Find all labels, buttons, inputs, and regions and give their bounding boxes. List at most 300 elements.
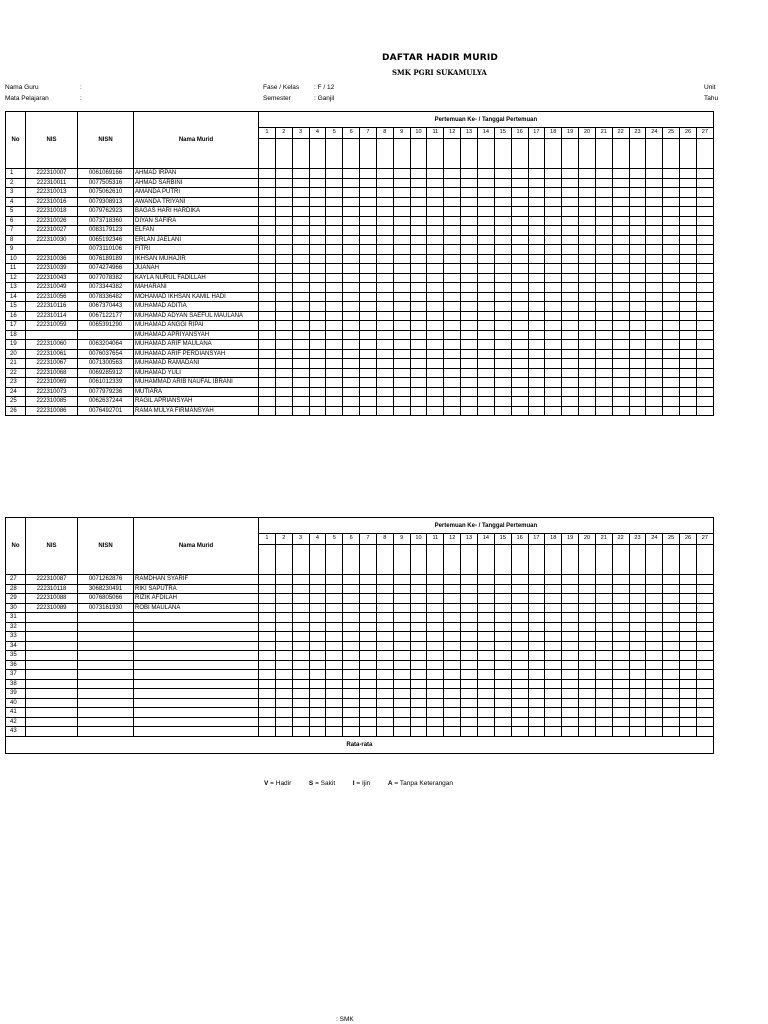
attendance-cell[interactable] [275,622,292,632]
meeting-date-cell[interactable] [376,139,393,169]
attendance-cell[interactable] [562,594,579,604]
attendance-cell[interactable] [393,283,410,293]
attendance-cell[interactable] [360,689,377,699]
attendance-cell[interactable] [511,340,528,350]
meeting-date-cell[interactable] [477,139,494,169]
attendance-cell[interactable] [427,207,444,217]
attendance-cell[interactable] [326,594,343,604]
attendance-cell[interactable] [292,169,309,179]
attendance-cell[interactable] [444,622,461,632]
attendance-cell[interactable] [511,226,528,236]
attendance-cell[interactable] [579,264,596,274]
attendance-cell[interactable] [545,632,562,642]
attendance-cell[interactable] [444,641,461,651]
attendance-cell[interactable] [680,397,697,407]
attendance-cell[interactable] [461,670,478,680]
attendance-cell[interactable] [343,292,360,302]
attendance-cell[interactable] [376,651,393,661]
attendance-cell[interactable] [427,622,444,632]
attendance-cell[interactable] [545,622,562,632]
attendance-cell[interactable] [545,273,562,283]
attendance-cell[interactable] [309,283,326,293]
attendance-cell[interactable] [275,397,292,407]
attendance-cell[interactable] [680,292,697,302]
attendance-cell[interactable] [393,330,410,340]
attendance-cell[interactable] [326,292,343,302]
attendance-cell[interactable] [376,603,393,613]
attendance-cell[interactable] [292,670,309,680]
meeting-date-cell[interactable] [360,545,377,575]
attendance-cell[interactable] [427,717,444,727]
attendance-cell[interactable] [562,292,579,302]
attendance-cell[interactable] [663,603,680,613]
attendance-cell[interactable] [562,406,579,416]
meeting-date-cell[interactable] [275,545,292,575]
attendance-cell[interactable] [663,584,680,594]
attendance-cell[interactable] [494,178,511,188]
attendance-cell[interactable] [595,264,612,274]
meeting-date-cell[interactable] [275,139,292,169]
attendance-cell[interactable] [629,264,646,274]
attendance-cell[interactable] [680,575,697,585]
attendance-cell[interactable] [376,708,393,718]
meeting-date-cell[interactable] [646,139,663,169]
attendance-cell[interactable] [461,397,478,407]
meeting-date-cell[interactable] [696,139,713,169]
attendance-cell[interactable] [562,397,579,407]
attendance-cell[interactable] [663,302,680,312]
attendance-cell[interactable] [275,406,292,416]
attendance-cell[interactable] [477,311,494,321]
attendance-cell[interactable] [343,349,360,359]
attendance-cell[interactable] [444,226,461,236]
attendance-cell[interactable] [545,575,562,585]
attendance-cell[interactable] [410,727,427,737]
attendance-cell[interactable] [326,603,343,613]
attendance-cell[interactable] [579,340,596,350]
attendance-cell[interactable] [309,254,326,264]
attendance-cell[interactable] [663,594,680,604]
attendance-cell[interactable] [292,207,309,217]
attendance-cell[interactable] [646,340,663,350]
attendance-cell[interactable] [410,670,427,680]
attendance-cell[interactable] [444,273,461,283]
attendance-cell[interactable] [393,397,410,407]
meeting-date-cell[interactable] [612,139,629,169]
attendance-cell[interactable] [326,264,343,274]
attendance-cell[interactable] [646,660,663,670]
attendance-cell[interactable] [444,283,461,293]
attendance-cell[interactable] [393,197,410,207]
attendance-cell[interactable] [343,603,360,613]
attendance-cell[interactable] [595,302,612,312]
attendance-cell[interactable] [292,254,309,264]
attendance-cell[interactable] [595,594,612,604]
attendance-cell[interactable] [360,330,377,340]
attendance-cell[interactable] [612,359,629,369]
attendance-cell[interactable] [680,340,697,350]
attendance-cell[interactable] [477,216,494,226]
attendance-cell[interactable] [511,584,528,594]
attendance-cell[interactable] [275,197,292,207]
attendance-cell[interactable] [444,359,461,369]
meeting-date-cell[interactable] [259,139,276,169]
attendance-cell[interactable] [562,349,579,359]
attendance-cell[interactable] [259,178,276,188]
attendance-cell[interactable] [427,584,444,594]
attendance-cell[interactable] [376,273,393,283]
attendance-cell[interactable] [696,349,713,359]
attendance-cell[interactable] [579,245,596,255]
attendance-cell[interactable] [528,378,545,388]
attendance-cell[interactable] [545,340,562,350]
attendance-cell[interactable] [494,651,511,661]
attendance-cell[interactable] [494,235,511,245]
attendance-cell[interactable] [259,254,276,264]
attendance-cell[interactable] [275,717,292,727]
attendance-cell[interactable] [326,613,343,623]
attendance-cell[interactable] [292,283,309,293]
attendance-cell[interactable] [595,330,612,340]
attendance-cell[interactable] [545,311,562,321]
attendance-cell[interactable] [511,603,528,613]
attendance-cell[interactable] [309,670,326,680]
attendance-cell[interactable] [292,226,309,236]
attendance-cell[interactable] [292,575,309,585]
attendance-cell[interactable] [696,245,713,255]
attendance-cell[interactable] [511,660,528,670]
attendance-cell[interactable] [696,670,713,680]
attendance-cell[interactable] [646,387,663,397]
attendance-cell[interactable] [579,254,596,264]
attendance-cell[interactable] [528,245,545,255]
attendance-cell[interactable] [461,302,478,312]
attendance-cell[interactable] [461,584,478,594]
attendance-cell[interactable] [579,283,596,293]
attendance-cell[interactable] [528,340,545,350]
attendance-cell[interactable] [528,397,545,407]
attendance-cell[interactable] [292,717,309,727]
attendance-cell[interactable] [595,273,612,283]
attendance-cell[interactable] [477,302,494,312]
attendance-cell[interactable] [612,292,629,302]
attendance-cell[interactable] [680,584,697,594]
attendance-cell[interactable] [579,311,596,321]
attendance-cell[interactable] [663,378,680,388]
attendance-cell[interactable] [646,698,663,708]
attendance-cell[interactable] [696,188,713,198]
attendance-cell[interactable] [646,575,663,585]
attendance-cell[interactable] [376,660,393,670]
attendance-cell[interactable] [393,292,410,302]
attendance-cell[interactable] [579,349,596,359]
meeting-date-cell[interactable] [259,545,276,575]
attendance-cell[interactable] [545,368,562,378]
attendance-cell[interactable] [275,679,292,689]
attendance-cell[interactable] [579,302,596,312]
attendance-cell[interactable] [292,378,309,388]
attendance-cell[interactable] [595,641,612,651]
attendance-cell[interactable] [477,727,494,737]
attendance-cell[interactable] [595,169,612,179]
attendance-cell[interactable] [680,387,697,397]
attendance-cell[interactable] [680,603,697,613]
attendance-cell[interactable] [612,651,629,661]
meeting-date-cell[interactable] [444,139,461,169]
attendance-cell[interactable] [309,632,326,642]
attendance-cell[interactable] [511,632,528,642]
attendance-cell[interactable] [275,283,292,293]
attendance-cell[interactable] [360,283,377,293]
attendance-cell[interactable] [680,641,697,651]
attendance-cell[interactable] [629,406,646,416]
attendance-cell[interactable] [410,254,427,264]
attendance-cell[interactable] [393,264,410,274]
attendance-cell[interactable] [629,603,646,613]
attendance-cell[interactable] [696,359,713,369]
attendance-cell[interactable] [427,311,444,321]
attendance-cell[interactable] [477,641,494,651]
attendance-cell[interactable] [562,641,579,651]
attendance-cell[interactable] [545,321,562,331]
attendance-cell[interactable] [579,378,596,388]
attendance-cell[interactable] [494,698,511,708]
attendance-cell[interactable] [292,651,309,661]
attendance-cell[interactable] [309,264,326,274]
attendance-cell[interactable] [595,311,612,321]
attendance-cell[interactable] [461,660,478,670]
attendance-cell[interactable] [275,169,292,179]
attendance-cell[interactable] [579,727,596,737]
attendance-cell[interactable] [663,235,680,245]
meeting-date-cell[interactable] [326,545,343,575]
attendance-cell[interactable] [579,689,596,699]
attendance-cell[interactable] [663,679,680,689]
attendance-cell[interactable] [410,197,427,207]
attendance-cell[interactable] [259,340,276,350]
attendance-cell[interactable] [427,387,444,397]
attendance-cell[interactable] [477,387,494,397]
attendance-cell[interactable] [579,651,596,661]
attendance-cell[interactable] [511,575,528,585]
attendance-cell[interactable] [545,679,562,689]
attendance-cell[interactable] [275,689,292,699]
attendance-cell[interactable] [461,575,478,585]
attendance-cell[interactable] [343,378,360,388]
attendance-cell[interactable] [444,340,461,350]
attendance-cell[interactable] [511,679,528,689]
attendance-cell[interactable] [326,378,343,388]
attendance-cell[interactable] [275,340,292,350]
attendance-cell[interactable] [376,632,393,642]
attendance-cell[interactable] [275,207,292,217]
attendance-cell[interactable] [629,283,646,293]
attendance-cell[interactable] [696,169,713,179]
attendance-cell[interactable] [646,594,663,604]
attendance-cell[interactable] [562,169,579,179]
attendance-cell[interactable] [696,641,713,651]
attendance-cell[interactable] [427,235,444,245]
meeting-date-cell[interactable] [680,139,697,169]
meeting-date-cell[interactable] [528,139,545,169]
attendance-cell[interactable] [326,632,343,642]
attendance-cell[interactable] [326,670,343,680]
attendance-cell[interactable] [629,387,646,397]
attendance-cell[interactable] [427,406,444,416]
attendance-cell[interactable] [259,226,276,236]
meeting-date-cell[interactable] [545,545,562,575]
attendance-cell[interactable] [545,292,562,302]
attendance-cell[interactable] [646,207,663,217]
meeting-date-cell[interactable] [663,139,680,169]
attendance-cell[interactable] [477,254,494,264]
attendance-cell[interactable] [494,188,511,198]
attendance-cell[interactable] [562,207,579,217]
attendance-cell[interactable] [579,594,596,604]
attendance-cell[interactable] [646,397,663,407]
attendance-cell[interactable] [393,622,410,632]
attendance-cell[interactable] [629,613,646,623]
attendance-cell[interactable] [259,197,276,207]
attendance-cell[interactable] [494,727,511,737]
attendance-cell[interactable] [410,651,427,661]
attendance-cell[interactable] [410,406,427,416]
attendance-cell[interactable] [410,264,427,274]
attendance-cell[interactable] [663,245,680,255]
attendance-cell[interactable] [292,622,309,632]
attendance-cell[interactable] [326,216,343,226]
attendance-cell[interactable] [461,689,478,699]
attendance-cell[interactable] [680,689,697,699]
attendance-cell[interactable] [292,359,309,369]
attendance-cell[interactable] [292,311,309,321]
attendance-cell[interactable] [427,641,444,651]
attendance-cell[interactable] [494,689,511,699]
attendance-cell[interactable] [292,603,309,613]
attendance-cell[interactable] [629,178,646,188]
meeting-date-cell[interactable] [410,545,427,575]
attendance-cell[interactable] [444,603,461,613]
attendance-cell[interactable] [629,670,646,680]
attendance-cell[interactable] [259,708,276,718]
attendance-cell[interactable] [444,235,461,245]
attendance-cell[interactable] [393,689,410,699]
attendance-cell[interactable] [579,207,596,217]
attendance-cell[interactable] [663,273,680,283]
attendance-cell[interactable] [494,717,511,727]
attendance-cell[interactable] [444,708,461,718]
attendance-cell[interactable] [326,330,343,340]
attendance-cell[interactable] [579,406,596,416]
attendance-cell[interactable] [595,698,612,708]
meeting-date-cell[interactable] [393,139,410,169]
attendance-cell[interactable] [579,292,596,302]
attendance-cell[interactable] [494,254,511,264]
attendance-cell[interactable] [292,235,309,245]
attendance-cell[interactable] [545,603,562,613]
attendance-cell[interactable] [511,708,528,718]
attendance-cell[interactable] [343,660,360,670]
attendance-cell[interactable] [410,226,427,236]
attendance-cell[interactable] [393,188,410,198]
attendance-cell[interactable] [562,584,579,594]
attendance-cell[interactable] [360,216,377,226]
attendance-cell[interactable] [343,698,360,708]
attendance-cell[interactable] [326,178,343,188]
attendance-cell[interactable] [528,330,545,340]
attendance-cell[interactable] [477,679,494,689]
attendance-cell[interactable] [326,368,343,378]
attendance-cell[interactable] [528,368,545,378]
attendance-cell[interactable] [646,302,663,312]
meeting-date-cell[interactable] [292,139,309,169]
attendance-cell[interactable] [461,632,478,642]
attendance-cell[interactable] [309,235,326,245]
attendance-cell[interactable] [663,292,680,302]
attendance-cell[interactable] [545,651,562,661]
attendance-cell[interactable] [393,216,410,226]
attendance-cell[interactable] [562,651,579,661]
attendance-cell[interactable] [629,622,646,632]
attendance-cell[interactable] [595,613,612,623]
attendance-cell[interactable] [562,254,579,264]
attendance-cell[interactable] [579,698,596,708]
attendance-cell[interactable] [696,368,713,378]
attendance-cell[interactable] [629,679,646,689]
attendance-cell[interactable] [629,641,646,651]
attendance-cell[interactable] [427,575,444,585]
attendance-cell[interactable] [461,708,478,718]
attendance-cell[interactable] [275,359,292,369]
attendance-cell[interactable] [427,330,444,340]
attendance-cell[interactable] [393,273,410,283]
attendance-cell[interactable] [528,188,545,198]
attendance-cell[interactable] [595,349,612,359]
attendance-cell[interactable] [360,254,377,264]
attendance-cell[interactable] [410,359,427,369]
attendance-cell[interactable] [545,349,562,359]
attendance-cell[interactable] [343,641,360,651]
attendance-cell[interactable] [292,679,309,689]
attendance-cell[interactable] [376,188,393,198]
attendance-cell[interactable] [680,359,697,369]
attendance-cell[interactable] [696,302,713,312]
attendance-cell[interactable] [326,235,343,245]
attendance-cell[interactable] [309,613,326,623]
attendance-cell[interactable] [376,613,393,623]
attendance-cell[interactable] [275,311,292,321]
attendance-cell[interactable] [680,245,697,255]
attendance-cell[interactable] [595,359,612,369]
attendance-cell[interactable] [494,169,511,179]
attendance-cell[interactable] [511,359,528,369]
attendance-cell[interactable] [360,660,377,670]
attendance-cell[interactable] [595,397,612,407]
attendance-cell[interactable] [528,169,545,179]
attendance-cell[interactable] [427,216,444,226]
attendance-cell[interactable] [461,368,478,378]
attendance-cell[interactable] [427,378,444,388]
attendance-cell[interactable] [259,207,276,217]
attendance-cell[interactable] [528,689,545,699]
attendance-cell[interactable] [629,330,646,340]
attendance-cell[interactable] [360,235,377,245]
attendance-cell[interactable] [595,321,612,331]
attendance-cell[interactable] [309,302,326,312]
attendance-cell[interactable] [309,603,326,613]
attendance-cell[interactable] [562,188,579,198]
attendance-cell[interactable] [646,641,663,651]
